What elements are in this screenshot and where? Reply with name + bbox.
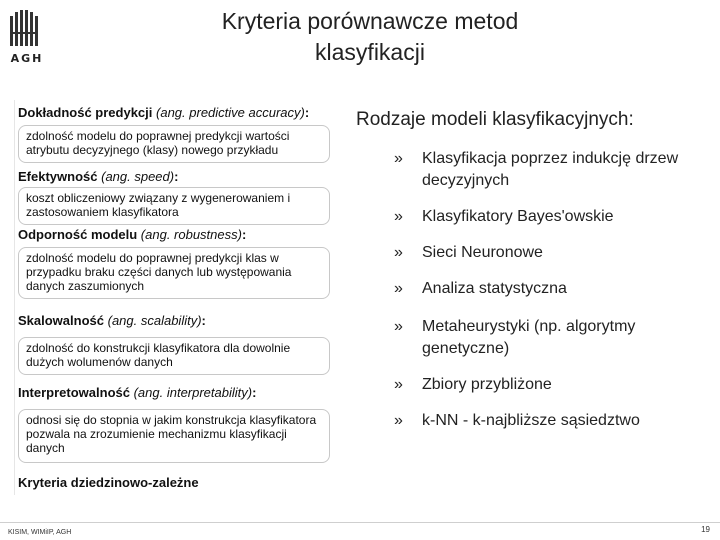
list-item-text: Analiza statystyczna <box>422 280 567 297</box>
list-item-text: k-NN - k-najbliższe sąsiedztwo <box>422 412 640 429</box>
criterion-description-box: zdolność modelu do poprawnej predykcji wartości atrybutu decyzyjnego (klasy) nowego przykładu <box>18 125 330 163</box>
criteria-footer: Kryteria dziedzinowo-zależne <box>18 475 199 490</box>
criterion-english: (ang. scalability) <box>107 313 202 328</box>
agh-logo <box>8 8 44 68</box>
criterion-description-box: zdolność do konstrukcji klasyfikatora dla dowolnie dużych wolumenów danych <box>18 337 330 375</box>
bullet-marker: » <box>394 280 403 297</box>
bullet-marker: » <box>394 318 403 335</box>
criterion-suffix: : <box>241 227 247 242</box>
slide-title <box>140 6 600 68</box>
list-item <box>394 242 694 264</box>
title-line-2: klasyfikacji <box>315 39 425 65</box>
criterion-english: (ang. interpretability) <box>133 385 253 400</box>
criterion-name: Odporność modelu <box>18 227 138 242</box>
criterion-name: Dokładność predykcji <box>18 105 153 120</box>
criterion-heading <box>18 385 256 400</box>
bullet-marker: » <box>394 376 403 393</box>
criterion-name: Efektywność <box>18 169 98 184</box>
models-title: Rodzaje modeli klasyfikacyjnych: <box>356 109 634 130</box>
list-item-text: Klasyfikatory Bayes'owskie <box>422 208 614 225</box>
criterion-english: (ang. speed) <box>101 169 175 184</box>
criterion-suffix: : <box>201 313 206 328</box>
left-panel-edge <box>14 100 15 495</box>
title-line-1: Kryteria porównawcze metod <box>221 8 519 34</box>
criterion-name: Interpretowalność <box>18 385 130 400</box>
criterion-suffix: : <box>252 385 257 400</box>
list-item <box>394 206 694 228</box>
criterion-description-box: odnosi się do stopnia w jakim konstrukcja klasyfikatora pozwala na zrozumienie mechanizmu klasyfikacji danych <box>18 409 330 463</box>
list-item <box>394 316 694 360</box>
criterion-heading <box>18 105 309 120</box>
criterion-name: Skalowalność <box>18 313 104 328</box>
bullet-marker: » <box>394 412 403 429</box>
criterion-english: (ang. predictive accuracy) <box>156 105 305 120</box>
bullet-marker: » <box>394 150 403 167</box>
bullet-marker: » <box>394 244 403 261</box>
list-item-text: Sieci Neuronowe <box>422 244 543 261</box>
logo-text: AGH <box>10 52 44 65</box>
criterion-suffix: : <box>304 105 310 120</box>
criterion-description-box: koszt obliczeniowy związany z wygenerowaniem i zastosowaniem klasyfikatora <box>18 187 330 225</box>
list-item <box>394 278 694 300</box>
page-number: 19 <box>701 525 710 534</box>
footer-divider <box>0 522 720 523</box>
list-item-text: Zbiory przybliżone <box>422 376 552 393</box>
criterion-description-box: zdolność modelu do poprawnej predykcji klas w przypadku braku części danych lub występowania danych zaszumionych <box>18 247 330 299</box>
footer-institution: KISIM, WIMiIP, AGH <box>8 529 72 536</box>
criterion-heading <box>18 313 206 328</box>
list-item-text: Metaheurystyki (np. algorytmy genetyczne) <box>422 318 636 357</box>
list-item <box>394 374 694 396</box>
criterion-suffix: : <box>174 169 179 184</box>
criterion-heading <box>18 169 178 184</box>
bullet-marker: » <box>394 208 403 225</box>
criterion-heading <box>18 227 246 242</box>
criterion-english: (ang. robustness) <box>140 227 242 242</box>
list-item-text: Klasyfikacja poprzez indukcję drzew decyzyjnych <box>422 150 679 189</box>
agh-logo-icon <box>10 10 42 48</box>
list-item <box>394 148 694 192</box>
list-item <box>394 410 694 432</box>
